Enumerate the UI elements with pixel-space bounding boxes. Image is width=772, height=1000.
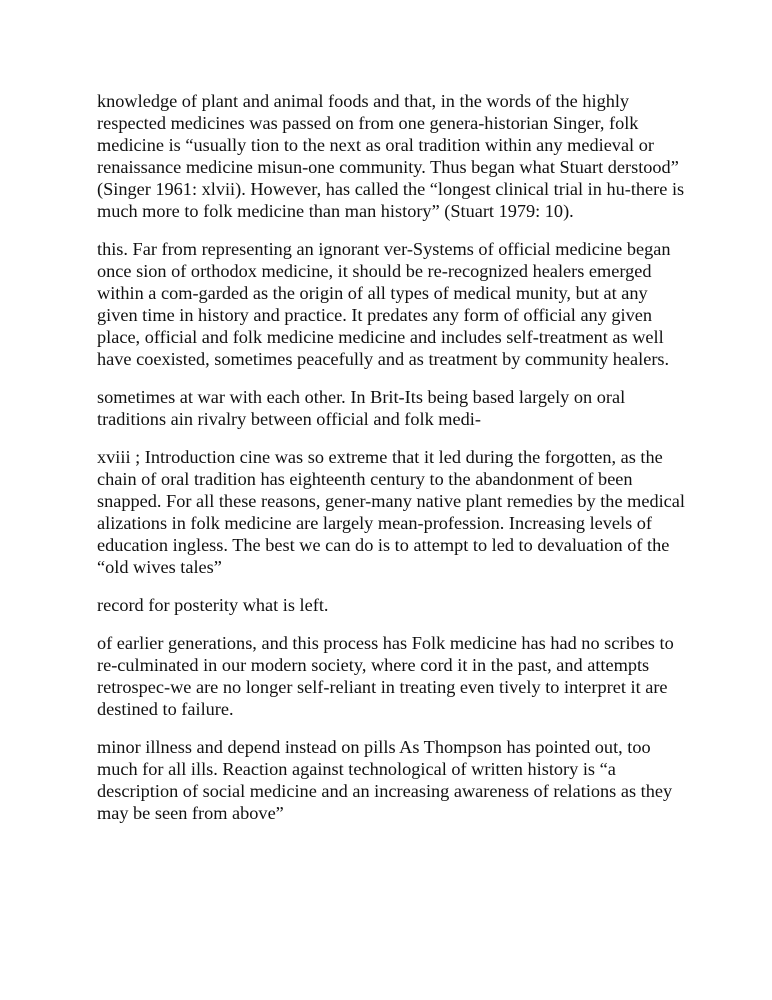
paragraph-6: of earlier generations, and this process has Folk medicine has had no scribes to re-culminated in our modern society, where cord it in the past, and attempts retrospec-we are no longer self-reliant in treating even tively to interpret it are destined to failure. [97,633,674,719]
body-text [97,90,687,840]
paragraph-5: record for posterity what is left. [97,595,329,615]
paragraph-7: minor illness and depend instead on pills As Thompson has pointed out, too much for all ills. Reaction against technological of written history is “a description of social medicine and an increasing awareness of relations as they may be seen from above” [97,737,673,823]
paragraph-4: xviii ; Introduction cine was so extreme that it led during the forgotten, as the chain of oral tradition has eighteenth century to the abandonment of been snapped. For all these reasons, gener-many native plant remedies by the medical alizations in folk medicine are largely mean-profession. Increasing levels of education ingless. The best we can do is to attempt to led to devaluation of the “old wives tales” [97,447,685,577]
paragraph-2: this. Far from representing an ignorant ver-Systems of official medicine began once sion of orthodox medicine, it should be re-recognized healers emerged within a com-garded as the origin of all types of medical munity, but at any given time in history and practice. It predates any form of official any given place, official and folk medicine medicine and includes self-treatment as well have coexisted, sometimes peacefully and as treatment by community healers. [97,239,671,369]
paragraph-1: knowledge of plant and animal foods and that, in the words of the highly respected medicines was passed on from one genera-historian Singer, folk medicine is “usually tion to the next as oral tradition within any medieval or renaissance medicine misun-one community. Thus began what Stuart derstood” (Singer 1961: xlvii). However, has called the “longest clinical trial in hu-there is much more to folk medicine than man history” (Stuart 1979: 10). [97,91,685,221]
paragraph-3: sometimes at war with each other. In Brit-Its being based largely on oral traditions ain rivalry between official and folk medi- [97,387,626,429]
